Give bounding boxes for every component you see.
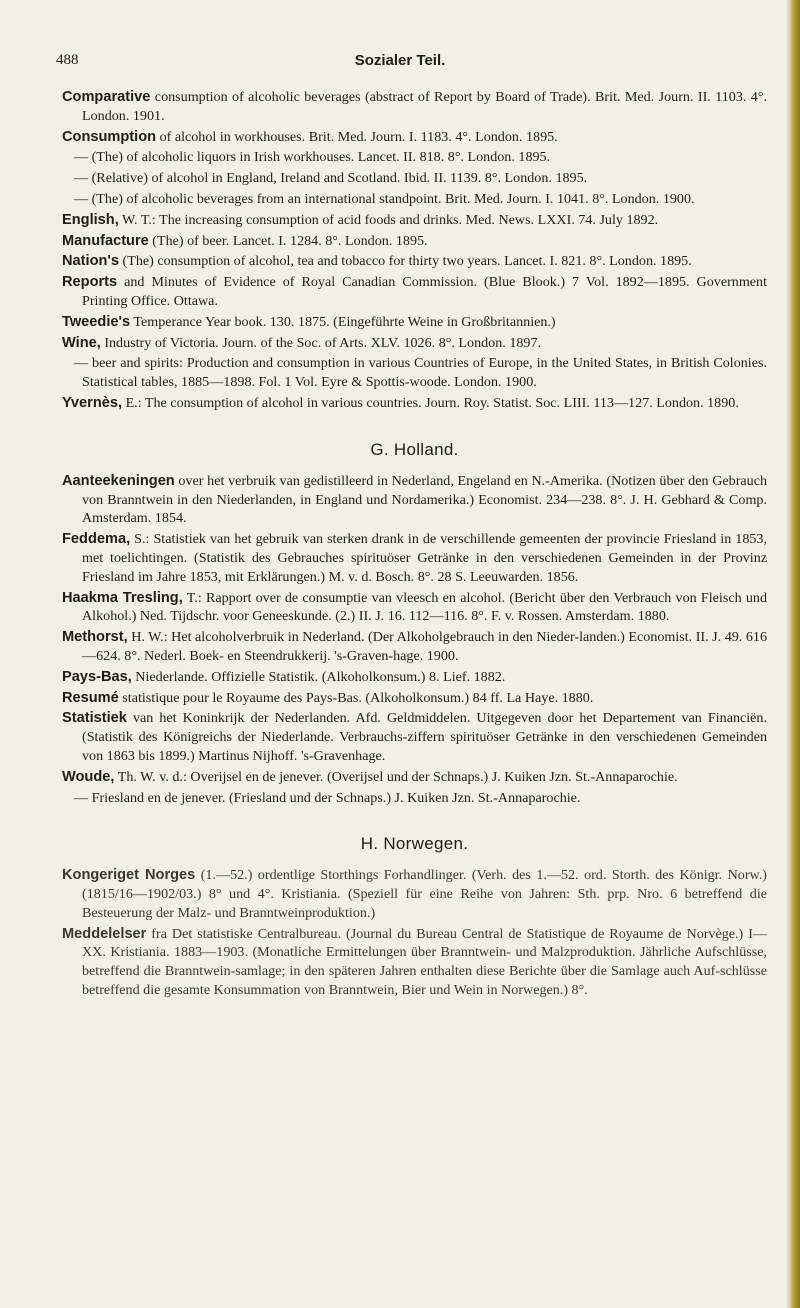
page-number: 488 [56,52,79,68]
bibliography-entry [62,628,767,666]
entry-keyword: Aanteekeningen [62,472,175,489]
entry-keyword: Wine, [62,334,101,351]
page-header [0,52,780,78]
bibliography-entry [62,211,767,230]
bibliography-entry [62,190,767,209]
bibliography-entry [62,148,767,167]
entry-text: — (Relative) of alcohol in England, Ireland and Scotland. Ibid. II. 1139. 8°. London. 1895. [74,170,588,187]
bibliography-entry [62,354,767,392]
entry-text: (The) of beer. Lancet. I. 1284. 8°. London. 1895. [148,232,428,249]
bibliography-entry [62,925,767,1000]
bibliography-entry [62,252,767,271]
section-heading-holland: G. Holland. [370,439,459,459]
bibliography-entry [62,472,767,528]
entry-text: Niederlande. Offizielle Statistik. (Alkoholkonsum.) 8. Lief. 1882. [131,668,506,685]
entry-text: statistique pour le Royaume des Pays-Bas. (Alkoholkonsum.) 84 ff. La Haye. 1880. [118,689,594,706]
entry-text: — (The) of alcoholic beverages from an international standpoint. Brit. Med. Journ. I. 1041. 8°. London. 1900. [74,190,695,207]
entry-text: E.: The consumption of alcohol in various countries. Journ. Roy. Statist. Soc. LIII. 113—127. London. 1890. [122,394,739,411]
entry-keyword: Consumption [62,128,157,145]
entry-text: S.: Statistiek van het gebruik van sterken drank in de verschillende gemeenten der provincie Friesland in 1853, met toelichtingen. (Statistik des Gebrauches spirituöser Getränke in den verschiedenen Gemeinden in der Provinz Friesland im Jahre 1853, mit Erklärungen.) M. v. d. Bosch. 8°. 28 S. Leeuwarden. 1856. [82,531,767,585]
running-head: Sozialer Teil. [354,52,446,69]
entry-text: of alcohol in workhouses. Brit. Med. Journ. I. 1183. 4°. London. 1895. [156,128,558,145]
bibliography [62,88,767,1002]
entry-keyword: Reports [62,274,118,291]
entry-text: consumption of alcoholic beverages (abstract of Report by Board of Trade). Brit. Med. Journ. II. 1103. 4°. London. 1901. [82,89,767,124]
bibliography-entry [62,394,767,413]
entry-text: — (The) of alcoholic liquors in Irish workhouses. Lancet. II. 818. 8°. London. 1895. [74,149,551,166]
bibliography-entry [62,768,767,787]
entry-keyword: Meddelelser [62,925,147,942]
bibliography-entry [62,273,767,311]
entry-text: — Friesland en de jenever. (Friesland und der Schnaps.) J. Kuiken Jzn. St.-Annaparochie. [74,789,581,806]
entry-keyword: Resumé [62,689,119,706]
bibliography-entry [62,589,767,627]
bibliography-entry [62,313,767,332]
bibliography-block-norwegen [62,866,767,1000]
entry-text: (1.—52.) ordentlige Storthings Forhandlinger. (Verh. des 1.—52. ord. Storth. des Königr. Norw.) (1815/16—1902/03.) 8° und 4°. Kristiania. (Speziell für eine Reihe von Jahren: Sth. prp. Nro. 6 betreffend die Besteuerung der Malz- und Branntweinproduktion.) [82,867,767,921]
entry-keyword: Statistiek [62,710,127,727]
entry-text: Industry of Victoria. Journ. of the Soc. of Arts. XLV. 1026. 8°. London. 1897. [100,334,542,351]
entry-keyword: Kongeriget Norges [62,867,196,884]
entry-keyword: Tweedie's [62,313,131,330]
entry-text: and Minutes of Evidence of Royal Canadian Commission. (Blue Blook.) 7 Vol. 1892—1895. Government Printing Office. Ottawa. [82,274,767,309]
entry-keyword: Woude, [62,768,115,785]
section-heading-norwegen: H. Norwegen. [360,834,469,854]
entry-keyword: Feddema, [62,531,131,548]
bibliography-entry [62,668,767,687]
bibliography-block-general [62,88,767,413]
entry-text: — beer and spirits: Production and consumption in various Countries of Europe, in the United States, in British Colonies. Statistical tables, 1885—1898. Fol. 1 Vol. Eyre & Spottis-woode. London. 1900. [74,355,767,391]
entry-keyword: Nation's [62,253,119,270]
bibliography-entry [62,530,767,586]
bibliography-entry [62,709,767,765]
entry-text: fra Det statistiske Centralbureau. (Journal du Bureau Central de Statistique de Royaume de Norvège.) I—XX. Kristiania. 1883—1903. (Monatliche Ermittelungen über Branntwein- und Malzproduktion. Jährliche Aufschlüsse, betreffend die Branntwein-samlage; in den späteren Jahren enthalten diese Berichte über die Samlage auch Auf-schlüsse betreffend die gesamte Konsummation von Branntwein, Bier und Wein in Norwegen.) 8°. [82,925,767,999]
entry-keyword: Pays-Bas, [62,668,132,685]
entry-keyword: Haakma Tresling, [62,589,183,606]
gilded-page-edge [786,0,800,1308]
bibliography-entry [62,334,767,353]
entry-text: van het Koninkrijk der Nederlanden. Afd. Geldmiddelen. Uitgegeven door het Departement van Financiën. (Statistik des Königreichs der Niederlande. Verbrauchs-ziffern spirituöser Getränke in den verschiedenen Gemeinden von 1863 bis 1899.) Martinus Nijhoff. 's-Gravenhage. [82,710,767,764]
bibliography-entry [62,128,767,147]
entry-keyword: English, [62,211,119,228]
entry-text: over het verbruik van gedistilleerd in Nederland, Engeland en N.-Amerika. (Notizen über den Gebrauch von Branntwein in den Niederlanden, in England und Nordamerika.) Economist. 234—238. 8°. J. H. Gebhard & Comp. Amsterdam. 1854. [82,472,767,527]
entry-text: T.: Rapport over de consumptie van vleesch en alcohol. (Bericht über den Verbrauch von Fleisch und Alkohol.) Ned. Tijdschr. voor Geneeskunde. (2.) II. J. 16. 112—116. 8°. F. v. Rossen. Amsterdam. 1880. [82,589,767,625]
entry-keyword: Comparative [62,89,151,105]
entry-text: (The) consumption of alcohol, tea and tobacco for thirty two years. Lancet. I. 821. 8°. London. 1895. [119,253,692,270]
entry-text: W. T.: The increasing consumption of acid foods and drinks. Med. News. LXXI. 74. July 1892. [118,211,659,228]
entry-text: H. W.: Het alcoholverbruik in Nederland. (Der Alkoholgebrauch in den Nieder-landen.) Economist. II. J. 49. 616—624. 8°. Nederl. Boek- en Steendrukkerij. 's-Graven-hage. 1900. [82,629,767,664]
bibliography-block-holland [62,472,767,808]
entry-keyword: Manufacture [62,232,149,249]
bibliography-entry [62,232,767,251]
bibliography-entry [62,169,767,188]
entry-text: Temperance Year book. 130. 1875. (Eingeführte Weine in Großbritannien.) [130,313,556,330]
entry-text: Th. W. v. d.: Overijsel en de jenever. (Overijsel und der Schnaps.) J. Kuiken Jzn. St.-Annaparochie. [114,768,678,785]
bibliography-entry [62,866,767,922]
bibliography-entry [62,689,767,708]
entry-keyword: Methorst, [62,629,128,646]
bibliography-entry [62,789,767,808]
entry-keyword: Yvernès, [62,394,123,411]
bibliography-entry [62,88,767,126]
